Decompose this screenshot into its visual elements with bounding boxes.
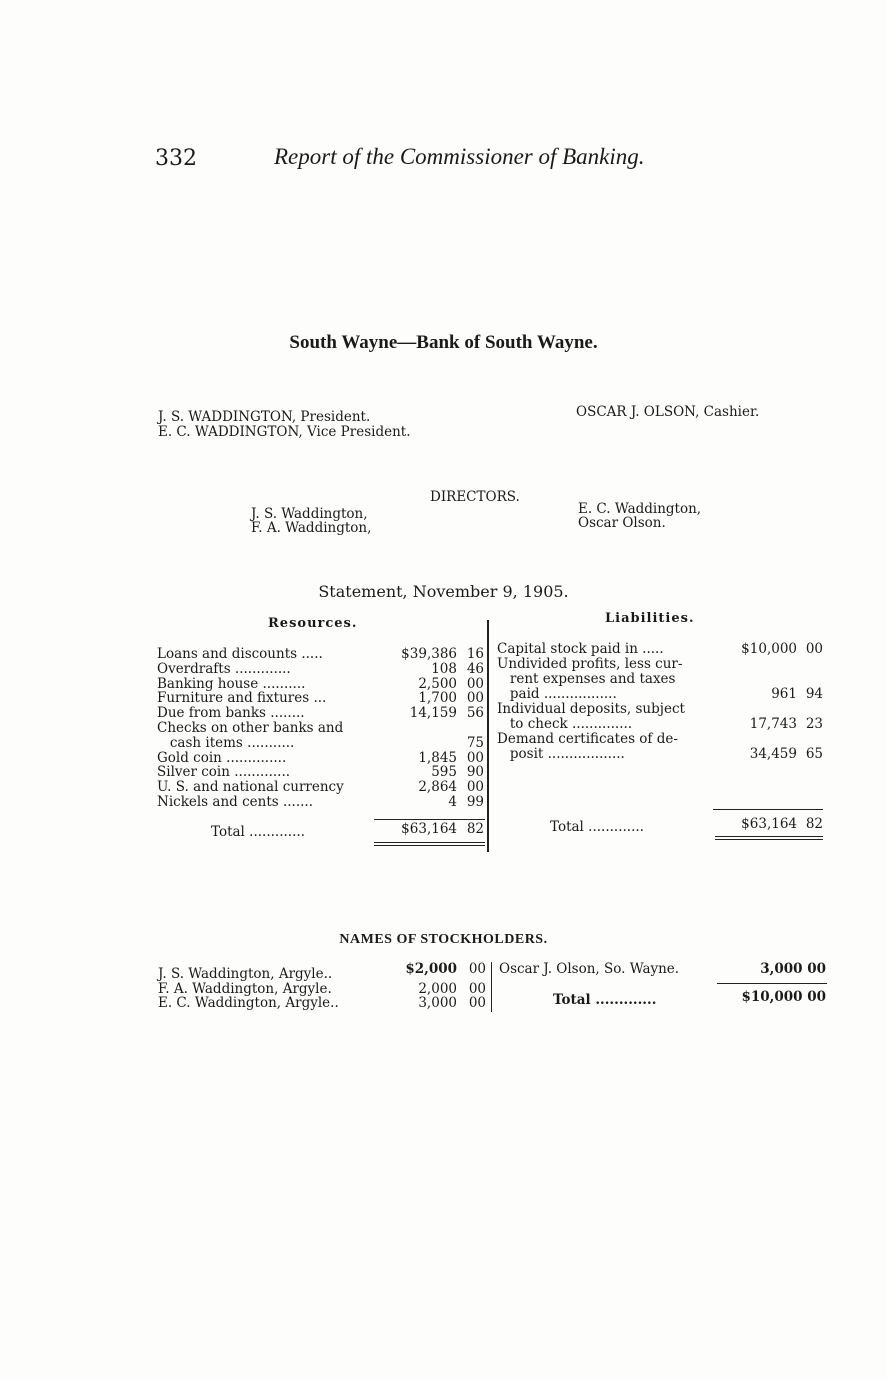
officer-cashier: OSCAR J. OLSON, Cashier.: [576, 404, 760, 420]
resources-total-dollars: $63,164: [401, 821, 457, 837]
liabilities-total-dollars: $63,164: [741, 816, 797, 832]
stockholder-cents: 00: [468, 980, 486, 997]
stockholder-dollars: 3,000: [418, 995, 457, 1011]
resource-label: Gold coin ..............: [157, 749, 287, 766]
liability-label: Capital stock paid in .....: [497, 641, 664, 657]
liability-dollars: 961: [771, 686, 797, 702]
resource-label: Overdrafts .............: [157, 660, 291, 677]
resources-total-rule: [374, 819, 485, 820]
liability-dollars: $10,000: [741, 641, 797, 657]
directors-heading: DIRECTORS.: [430, 489, 520, 505]
resource-cents: 00: [466, 690, 484, 707]
resource-dollars: 2,864: [418, 779, 457, 796]
resource-label: Checks on other banks and: [157, 720, 344, 736]
resource-cents: 16: [466, 646, 484, 662]
resource-label: Banking house ..........: [157, 675, 306, 692]
resources-total-label: Total .............: [211, 824, 305, 840]
director-right-1: E. C. Waddington,: [578, 501, 702, 517]
liability-label: posit ..................: [497, 746, 625, 762]
resource-label: cash items ...........: [157, 734, 295, 751]
liability-label: Undivided profits, less cur-: [497, 656, 683, 672]
liability-label: rent expenses and taxes: [497, 671, 676, 687]
liabilities-total-cents: 82: [805, 816, 823, 832]
liabilities-total-double-rule: [715, 836, 823, 840]
stockholders-total-rule: [717, 983, 827, 984]
stockholder-dollars: $2,000: [405, 961, 457, 977]
resource-cents: 99: [466, 794, 484, 810]
resource-cents: 00: [466, 779, 484, 796]
liabilities-heading: Liabilities.: [605, 611, 695, 626]
statement-title: Statement, November 9, 1905.: [318, 582, 569, 601]
liability-label: Individual deposits, subject: [497, 701, 685, 717]
resource-dollars: 2,500: [418, 675, 457, 692]
stockholder-dollars: 2,000: [418, 980, 457, 997]
running-title: Report of the Commissioner of Banking.: [274, 144, 645, 169]
stockholder-name: J. S. Waddington, Argyle..: [158, 966, 333, 982]
stockholder-name: E. C. Waddington, Argyle..: [158, 995, 339, 1011]
liabilities-total-label: Total .............: [550, 819, 644, 835]
resources-heading: Resources.: [268, 616, 358, 631]
resource-cents: 00: [466, 675, 484, 692]
liability-cents: 65: [805, 746, 823, 762]
resource-label: Loans and discounts .....: [157, 646, 323, 662]
page-number: 332: [155, 146, 197, 171]
resources-total-double-rule: [374, 842, 485, 846]
resource-cents: 00: [466, 749, 484, 766]
resource-label: U. S. and national currency: [157, 779, 344, 796]
officer-vice-president: E. C. WADDINGTON, Vice President.: [158, 424, 411, 440]
resource-dollars: 1,700: [418, 690, 457, 707]
resource-cents: 56: [466, 705, 484, 722]
liability-label: paid .................: [497, 686, 617, 702]
liability-dollars: 34,459: [749, 746, 797, 762]
liability-label: Demand certificates of de-: [497, 731, 678, 747]
director-left-1: J. S. Waddington,: [251, 506, 368, 522]
liability-cents: 00: [805, 641, 823, 657]
resource-cents: 46: [466, 660, 484, 677]
resource-dollars: 595: [431, 764, 457, 781]
bank-title: South Wayne—Bank of South Wayne.: [289, 332, 598, 353]
resource-label: Nickels and cents .......: [157, 794, 314, 810]
resource-dollars: $39,386: [401, 646, 457, 662]
liability-dollars: 17,743: [749, 716, 797, 732]
director-right-2: Oscar Olson.: [578, 515, 666, 531]
resource-dollars: 108: [431, 660, 457, 677]
column-divider: [487, 620, 489, 852]
liability-label: to check ..............: [497, 716, 633, 732]
resources-total-cents: 82: [466, 821, 484, 837]
stockholders-heading: NAMES OF STOCKHOLDERS.: [339, 932, 548, 947]
resource-dollars: 1,845: [418, 749, 457, 766]
stockholder-right-name: Oscar J. Olson, So. Wayne.: [499, 961, 680, 977]
resource-label: Silver coin .............: [157, 764, 291, 781]
stockholder-cents: 00: [468, 961, 486, 977]
stockholder-name: F. A. Waddington, Argyle.: [158, 980, 332, 997]
liability-cents: 23: [805, 716, 823, 732]
resource-dollars: 4: [448, 794, 457, 810]
stockholders-total-amount: $10,000 00: [741, 989, 826, 1005]
stockholder-cents: 00: [468, 995, 486, 1011]
officer-president: J. S. WADDINGTON, President.: [158, 409, 371, 425]
resource-cents: 90: [466, 764, 484, 781]
resource-label: Furniture and fixtures ...: [157, 690, 327, 707]
resource-cents: 75: [466, 734, 484, 751]
stockholders-total-label: Total .............: [553, 992, 657, 1008]
liabilities-total-rule: [713, 809, 823, 810]
liability-cents: 94: [805, 686, 823, 702]
director-left-2: F. A. Waddington,: [251, 520, 372, 536]
resource-label: Due from banks ........: [157, 705, 305, 722]
stockholders-divider: [491, 962, 492, 1012]
stockholder-right-amount: 3,000 00: [760, 961, 826, 977]
resource-dollars: 14,159: [409, 705, 457, 722]
